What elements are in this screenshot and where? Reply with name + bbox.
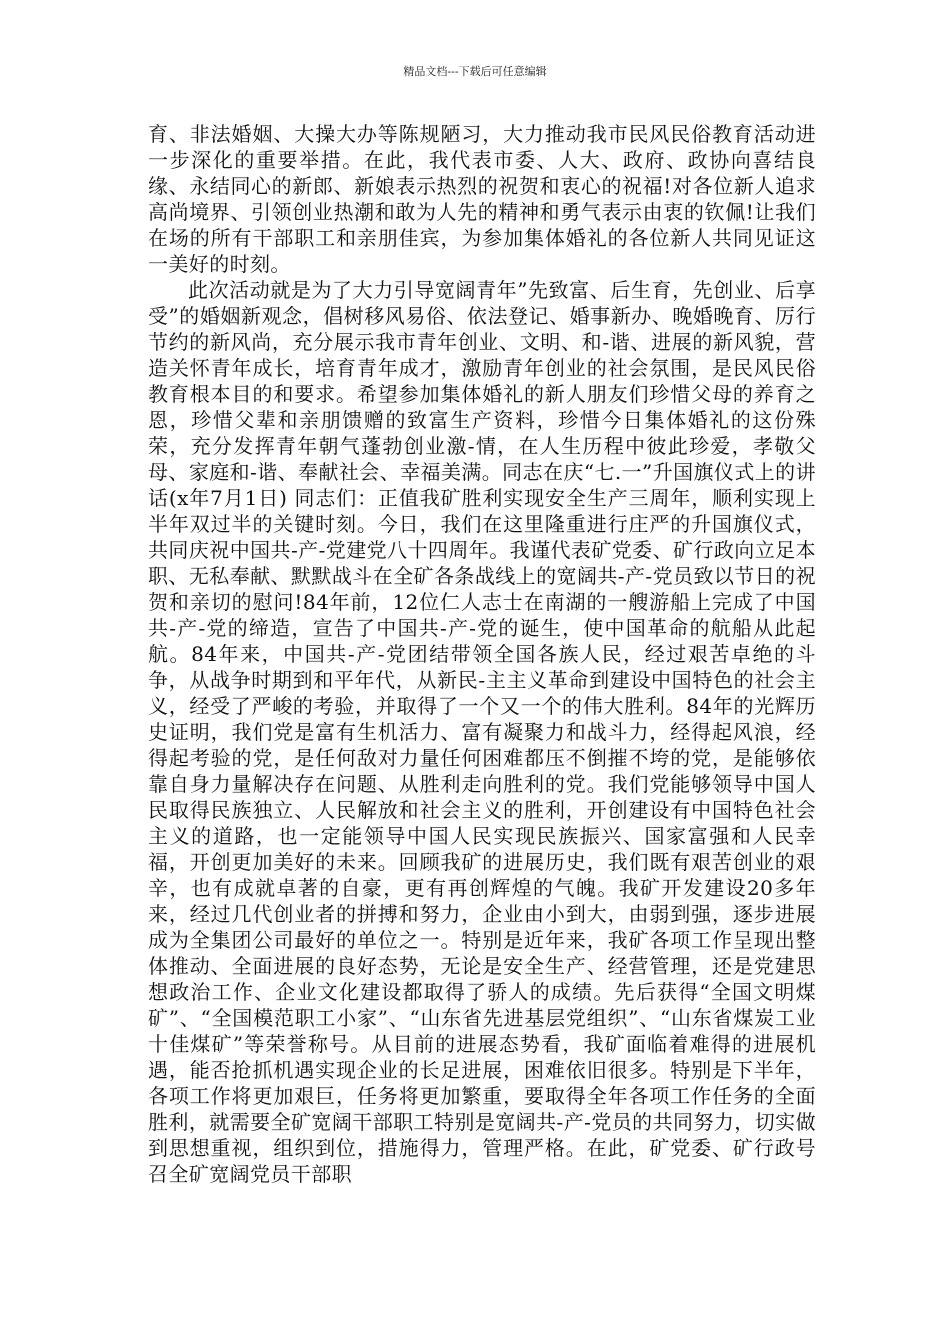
- paragraph-2: 此次活动就是为了大力引导宽阔青年”先致富、后生育，先创业、后享受”的婚姻新观念，倡树移风易俗、依法登记、婚事新办、晚婚晚育、厉行节约的新风尚，充分展示我市青年创业、文明、和-谐、进展的新风貌，营造关怀青年成长，培育青年成才，激励青年创业的社会氛围，是民风民俗教育根本目的和要求。希望参加集体婚礼的新人朋友们珍惜父母的养育之恩，珍惜父辈和亲朋馈赠的致富生产资料，珍惜今日集体婚礼的这份殊荣，充分发挥青年朝气蓬勃创业激-情，在人生历程中彼此珍爱，孝敬父母、家庭和-谐、奉献社会、幸福美满。同志在庆“七.一”升国旗仪式上的讲话(x年7月1日) 同志们：正值我矿胜利实现安全生产三周年，顺利实现上半年双过半的关键时刻。今日，我们在这里隆重进行庄严的升国旗仪式，共同庆祝中国共-产-党建党八十四周年。我谨代表矿党委、矿行政向立足本职、无私奉献、默默战斗在全矿各条战线上的宽阔共-产-党员致以节日的祝贺和亲切的慰问!84年前，12位仁人志士在南湖的一艘游船上完成了中国共-产-党的缔造，宣告了中国共-产-党的诞生，使中国革命的航船从此起航。84年来，中国共-产-党团结带领全国各族人民，经过艰苦卓绝的斗争，从战争时期到和平年代，从新民-主主义革命到建设中国特色的社会主义，经受了严峻的考验，并取得了一个又一个的伟大胜利。84年的光辉历史证明，我们党是富有生机活力、富有凝聚力和战斗力，经得起风浪，经得起考验的党，是任何敌对力量任何困难都压不倒摧不垮的党，是能够依靠自身力量解决存在问题、从胜利走向胜利的党。我们党能够领导中国人民取得民族独立、人民解放和社会主义的胜利，开创建设有中国特色社会主义的道路，也一定能领导中国人民实现民族振兴、国家富强和人民幸福，开创更加美好的未来。回顾我矿的进展历史，我们既有艰苦创业的艰辛，也有成就卓著的自豪，更有再创辉煌的气魄。我矿开发建设20多年来，经过几代创业者的拼搏和努力，企业由小到大，由弱到强，逐步进展成为全集团公司最好的单位之一。特别是近年来，我矿各项工作呈现出整体推动、全面进展的良好态势，无论是安全生产、经营管理，还是党建思想政治工作、企业文化建设都取得了骄人的成绩。先后获得“全国文明煤矿”、“全国模范职工小家”、“山东省先进基层党组织”、“山东省煤炭工业十佳煤矿”等荣誉称号。从目前的进展态势看，我矿面临着难得的进展机遇，能否抢抓机遇实现企业的长足进展，困难依旧很多。特别是下半年，各项工作将更加艰巨，任务将更加繁重，要取得全年各项工作任务的全面胜利，就需要全矿宽阔干部职工特别是宽阔共-产-党员的共同努力，切实做到思想重视，组织到位，措施得力，管理严格。在此，矿党委、矿行政号召全矿宽阔党员干部职: [148, 278, 816, 1186]
- paragraph-1: 育、非法婚姻、大操大办等陈规陋习，大力推动我市民风民俗教育活动进一步深化的重要举措。在此，我代表市委、人大、政府、政协向喜结良缘、永结同心的新郎、新娘表示热烈的祝贺和衷心的祝福!对各位新人追求高尚境界、引领创业热潮和敢为人先的精神和勇气表示由衷的钦佩!让我们在场的所有干部职工和亲朋佳宾，为参加集体婚礼的各位新人共同见证这一美好的时刻。: [148, 122, 816, 276]
- page-header: 精品文档---下载后可任意编辑: [403, 65, 547, 78]
- document-body: [148, 121, 816, 1187]
